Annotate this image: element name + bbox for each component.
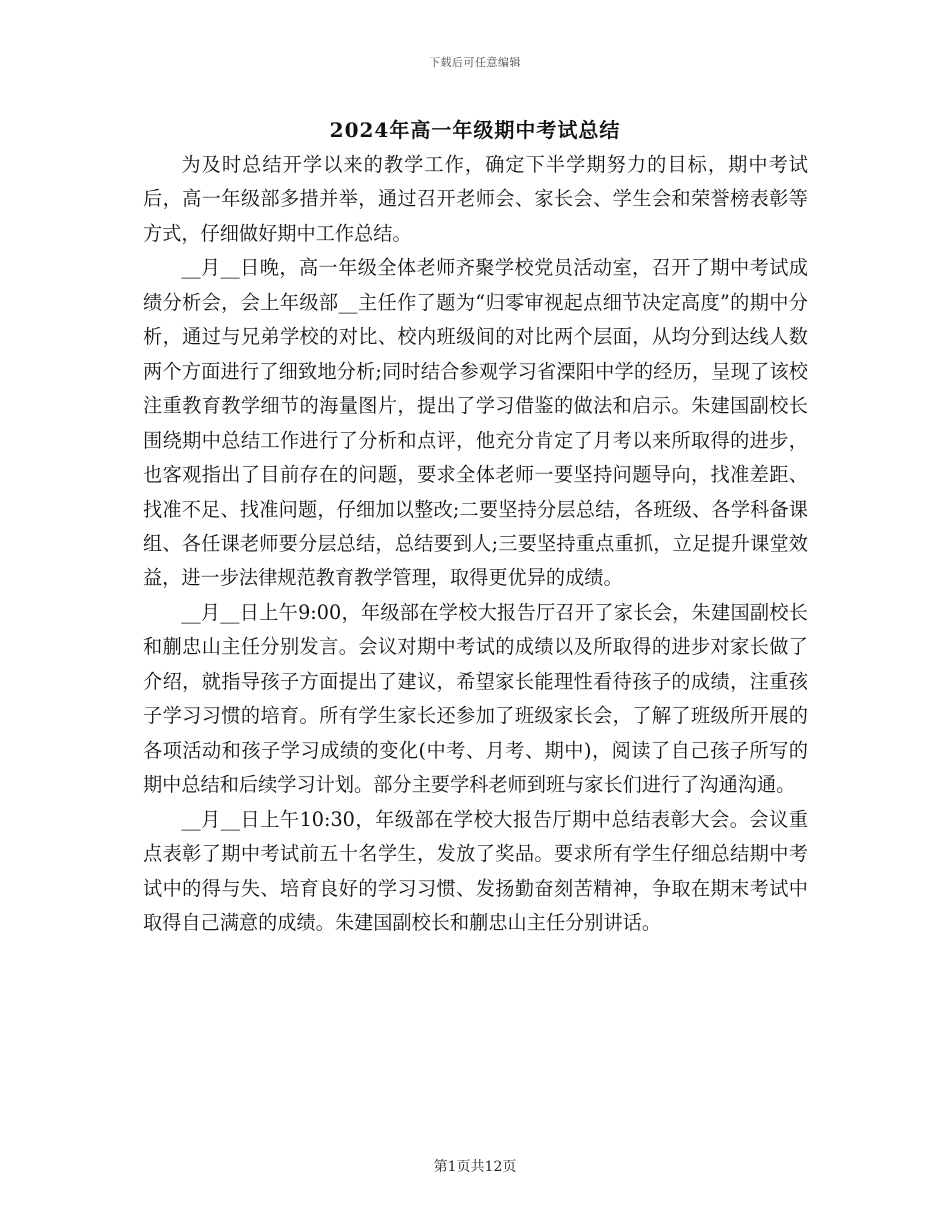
paragraph-teacher-meeting: __月__日晚，高一年级全体老师齐聚学校党员活动室，召开了期中考试成绩分析会，会上年级部__主任作了题为“归零审视起点细节决定高度”的期中分析，通过与兄弟学校的对比、校内班级间的对比两个层面，从均分到达线人数两个方面进行了细致地分析;同时结合参观学习省溧阳中学的经历，呈现了该校注重教育教学细节的海量图片，提出了学习借鉴的做法和启示。朱建国副校长围绕期中总结工作进行了分析和点评，他充分肯定了月考以来所取得的进步，也客观指出了目前存在的问题，要求全体老师一要坚持问题导向，找准差距、找准不足、找准问题，仔细加以整改;二要坚持分层总结，各班级、各学科备课组、各任课老师要分层总结，总结要到人;三要坚持重点重抓，立足提升课堂效益，进一步法律规范教育教学管理，取得更优异的成绩。 [143,256,808,590]
paragraph-award-ceremony: __月__日上午10:30，年级部在学校大报告厅期中总结表彰大会。会议重点表彰了期中考试前五十名学生，发放了奖品。要求所有学生仔细总结期中考试中的得与失、培育良好的学习习惯、发扬勤奋刻苦精神，争取在期末考试中取得自己满意的成绩。朱建国副校长和蒯忠山主任分别讲话。 [143,807,808,934]
page-footer: 第1页共12页 [433,1159,517,1175]
paragraph-intro: 为及时总结开学以来的教学工作，确定下半学期努力的目标，期中考试后，高一年级部多措并举，通过召开老师会、家长会、学生会和荣誉榜表彰等方式，仔细做好期中工作总结。 [143,153,808,245]
document-body [143,148,808,940]
paragraph-parent-meeting: __月__日上午9:00，年级部在学校大报告厅召开了家长会，朱建国副校长和蒯忠山主任分别发言。会议对期中考试的成绩以及所取得的进步对家长做了介绍，就指导孩子方面提出了建议，希望家长能理性看待孩子的成绩，注重孩子学习习惯的培育。所有学生家长还参加了班级家长会，了解了班级所开展的各项活动和孩子学习成绩的变化(中考、月考、期中)，阅读了自己孩子所写的期中总结和后续学习计划。部分主要学科老师到班与家长们进行了沟通沟通。 [143,600,808,797]
document-title: 2024年高一年级期中考试总结 [329,118,621,142]
header-note: 下载后可任意编辑 [429,56,521,69]
